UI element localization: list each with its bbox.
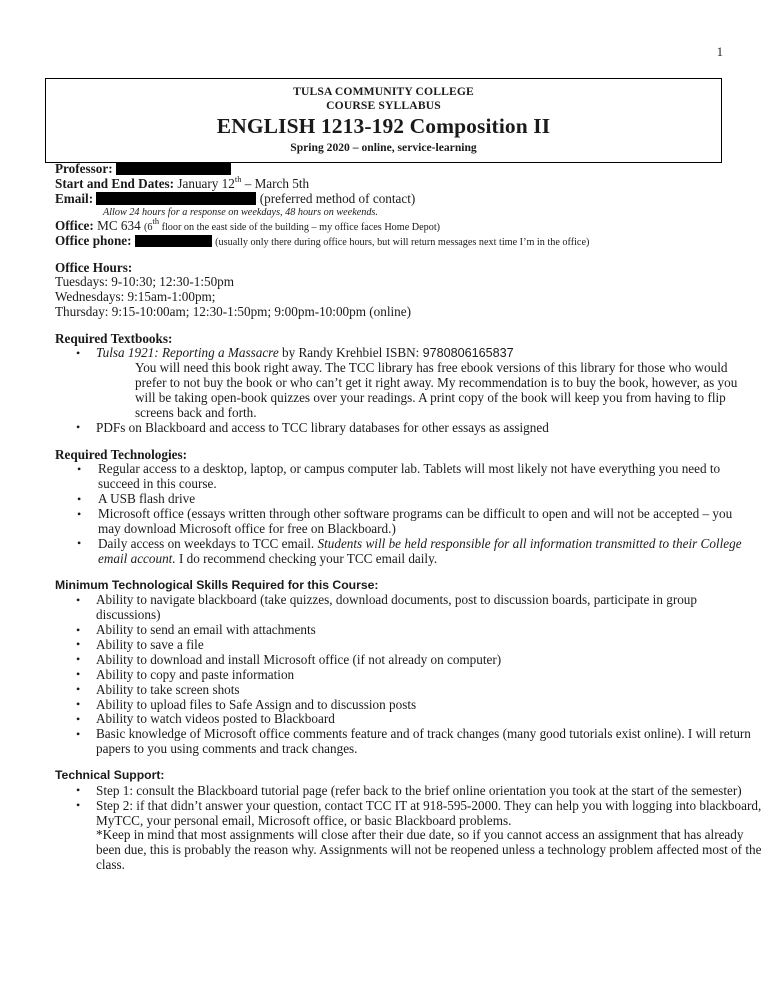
technical-support-list — [55, 782, 762, 873]
office-phone-redaction — [135, 235, 212, 247]
dates-value-rest: – March 5th — [241, 175, 310, 191]
list-item: • Ability to watch videos posted to Blackboard — [55, 712, 724, 727]
office-phone-line — [55, 234, 725, 249]
textbook-author: by Randy Krehbiel ISBN: — [278, 345, 423, 361]
technical-support-section — [55, 768, 762, 873]
required-textbooks-list — [55, 345, 738, 435]
email-line — [55, 192, 725, 207]
list-item: • PDFs on Blackboard and access to TCC library databases for other essays as assigned — [55, 421, 756, 436]
list-item: • Ability to save a file — [55, 638, 724, 653]
required-technologies-section — [55, 446, 742, 567]
dates-line — [55, 174, 725, 192]
office-detail-post: floor on the east side of the building – my office faces Home Depot) — [159, 221, 441, 233]
list-item: • Ability to navigate blackboard (take quizzes, download documents, post to discussion boards, participate in group discussions) — [55, 593, 724, 623]
office-hours-thursday: Thursday: 9:15-10:00am; 12:30-1:50pm; 9:00pm-10:00pm (online) — [55, 304, 412, 320]
course-title: ENGLISH 1213-192 Composition II — [216, 114, 551, 139]
email-preferred-note: (preferred method of contact) — [259, 190, 416, 206]
list-item — [55, 537, 751, 567]
textbook-isbn: 9780806165837 — [422, 346, 514, 361]
technical-support-heading: Technical Support: — [55, 768, 165, 783]
technical-support-step2-note: *Keep in mind that most assignments will close after their due date, so if you cannot access an assignment that has already been due, this is probably the reason why. Assignments will not be reopened unless a technology problem affected most of the class. — [96, 827, 762, 873]
list-item: • Basic knowledge of Microsoft office comments feature and of track changes (many good tutorials exist online). I will return papers to you using comments and track changes. — [55, 727, 763, 757]
required-technologies-heading: Required Technologies: — [55, 446, 188, 462]
office-hours-section — [55, 260, 725, 320]
textbook-title: Tulsa 1921: Reporting a Massacre — [96, 345, 279, 361]
required-textbooks-section — [55, 330, 738, 436]
office-value: MC 634 — [97, 217, 141, 233]
minimum-skills-list — [55, 592, 751, 757]
tcc-email-item-post: I do recommend checking your TCC email daily. — [175, 550, 438, 566]
office-hours-tuesday: Tuesdays: 9-10:30; 12:30-1:50pm — [55, 274, 235, 290]
office-hours-wednesday: Wednesdays: 9:15am-1:00pm; — [55, 289, 216, 305]
office-hours-heading: Office Hours: — [55, 259, 133, 275]
office-label: Office: — [55, 217, 94, 233]
dates-value-superscript: th — [234, 174, 242, 184]
professor-line — [55, 162, 725, 177]
response-time-note-text: Allow 24 hours for a response on weekdays, 48 hours on weekends. — [103, 206, 378, 218]
minimum-skills-heading: Minimum Technological Skills Required for this Course: — [55, 577, 379, 592]
list-item: • Microsoft office (essays written through other software programs can be difficult to open and will not be accepted – you may download Microsoft office for free on Blackboard.) — [55, 507, 751, 537]
office-phone-label: Office phone: — [55, 232, 132, 248]
syllabus-body — [55, 161, 762, 873]
list-item: • Ability to take screen shots — [55, 683, 724, 698]
list-item: • Step 1: consult the Blackboard tutorial page (refer back to the brief online orientation you took at the start of the semester) — [55, 784, 763, 799]
office-line — [55, 216, 725, 234]
institution-name: TULSA COMMUNITY COLLEGE — [293, 85, 474, 98]
instructor-info-block — [55, 162, 725, 249]
list-item — [55, 346, 756, 421]
required-textbooks-heading: Required Textbooks: — [55, 330, 173, 346]
list-item: • A USB flash drive — [55, 492, 751, 507]
textbook-note: You will need this book right away. The TCC library has free ebook versions of this library for those who would prefer to not buy the book or who can’t get it right away. My recommendation is to buy the book, however, as you will be taking open-book quizzes over your readings. A print copy of the book will keep you from having to flip screens back and forth. — [135, 360, 738, 421]
office-phone-note: (usually only there during office hours, but will return messages next time I’m in the office) — [215, 236, 590, 248]
dates-value-main: January 12 — [177, 175, 235, 191]
syllabus-header-box — [45, 78, 722, 163]
tcc-email-item-italic: Students will be held responsible for all information transmitted to their College email account. — [98, 535, 742, 566]
email-label: Email: — [55, 190, 94, 206]
list-item — [55, 799, 763, 874]
office-detail-pre: (6 — [144, 221, 153, 233]
page-number: 1 — [716, 45, 723, 59]
course-term: Spring 2020 – online, service-learning — [290, 141, 477, 155]
required-technologies-list — [55, 461, 742, 566]
technical-support-step2-text: • Step 2: if that didn’t answer your question, contact TCC IT at 918-595-2000. They can help you with logging into blackboard, MyTCC, your personal email, Microsoft office, or basic Blackboard problems. — [96, 797, 762, 828]
professor-name-redaction — [116, 162, 231, 175]
list-item: • Ability to upload files to Safe Assign and to discussion posts — [55, 698, 724, 713]
office-detail — [144, 216, 441, 233]
document-type: COURSE SYLLABUS — [326, 98, 441, 112]
office-detail-superscript: th — [152, 216, 160, 226]
list-item: • Regular access to a desktop, laptop, or campus computer lab. Tablets will most likely not have everything you need to succeed in this course. — [55, 462, 751, 492]
tcc-email-item-pre: Daily access on weekdays to TCC email. — [98, 535, 318, 551]
list-item: • Ability to copy and paste information — [55, 668, 724, 683]
minimum-skills-section — [55, 577, 751, 757]
list-item: • Ability to send an email with attachments — [55, 623, 724, 638]
professor-label: Professor: — [55, 161, 113, 176]
dates-label: Start and End Dates: — [55, 175, 175, 191]
email-address-redaction — [96, 192, 256, 205]
list-item: • Ability to download and install Microsoft office (if not already on computer) — [55, 653, 724, 668]
